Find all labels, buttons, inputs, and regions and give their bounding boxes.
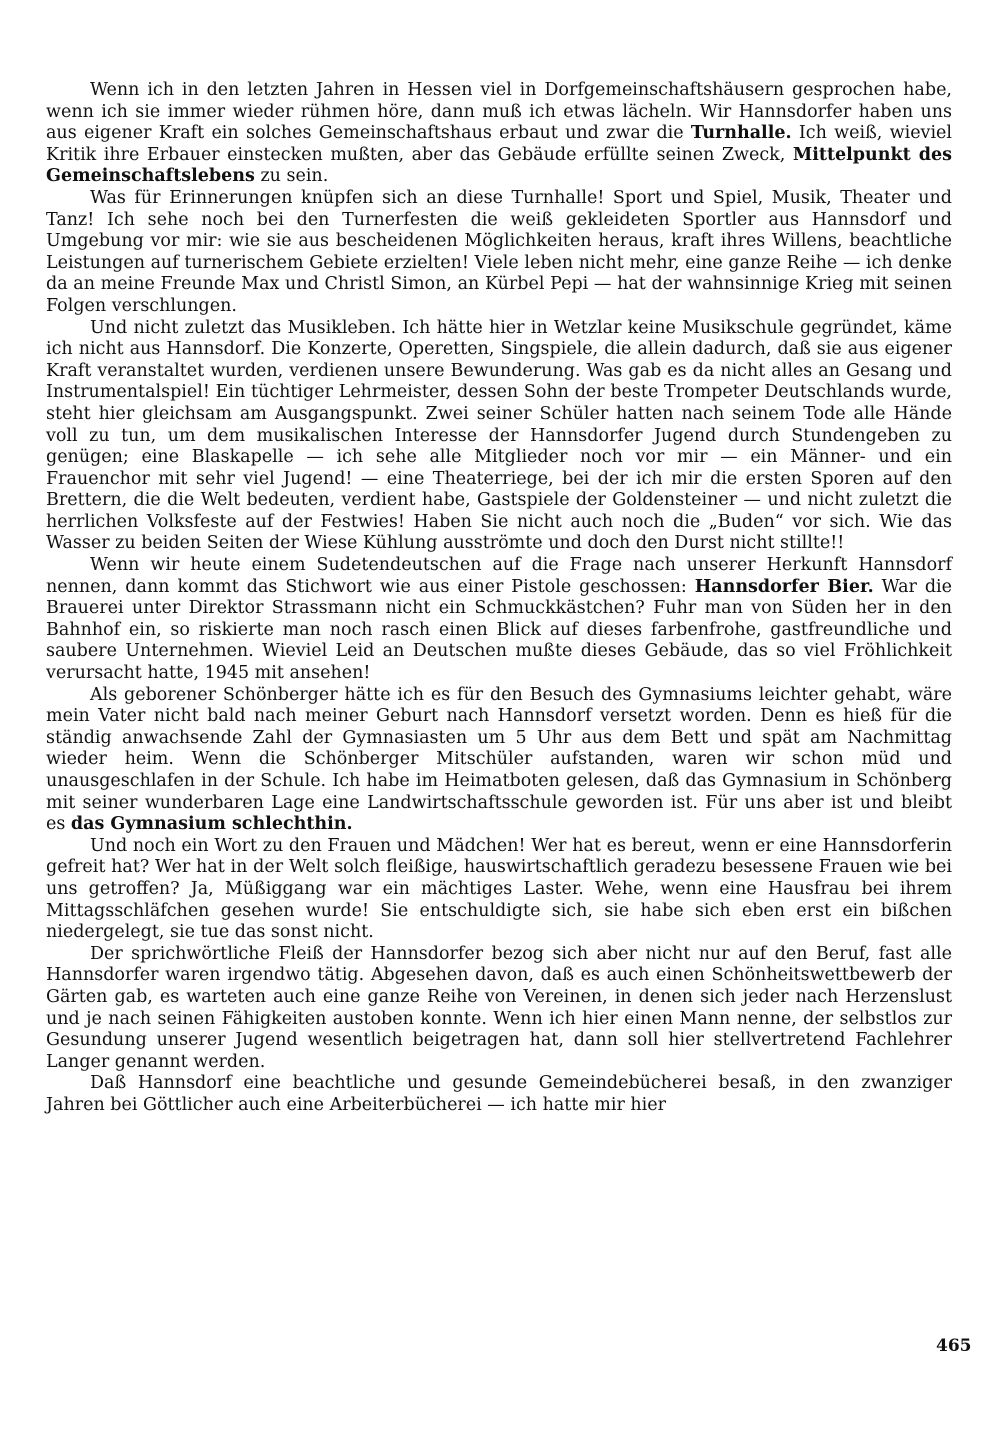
paragraph	[46, 685, 952, 836]
text-run: Und noch ein Wort zu den Frauen und Mädchen! Wer hat es bereut, wenn er eine Hannsdorferin gefreit hat? Wer hat in der Welt solch fleißige, hauswirtschaftlich geradezu besessene Frauen wie bei uns getroffen? Ja, Müßiggang war ein mächtiges Laster. Wehe, wenn eine Hausfrau bei ihrem Mittagsschläfchen gesehen wurde! Sie entschuldigte sich, sie habe sich eben erst ein bißchen niedergelegt, sie tue das sonst nicht.	[46, 835, 952, 943]
text-run: zu sein.	[254, 166, 329, 187]
paragraph	[46, 318, 952, 556]
text-run: Der sprichwörtliche Fleiß der Hannsdorfer bezog sich aber nicht nur auf den Beruf, fast alle Hannsdorfer waren irgendwo tätig. Abgesehen davon, daß es auch einen Schönheitswettbewerb der Gärten gab, es warteten auch eine ganze Reihe von Vereinen, in denen sich jeder nach Herzenslust und je nach seinen Fähigkeiten austoben konnte. Wenn ich hier einen Mann nenne, der selbstlos zur Gesundung unserer Jugend wesentlich beigetragen hat, dann soll hier stellvertretend Fachlehrer Langer genannt werden.	[46, 943, 952, 1072]
bold-text-run: Turnhalle.	[690, 123, 792, 144]
text-run: Ich weiß, wieviel Kritik ihre Erbauer einstecken mußten, aber das Gebäude erfüllte seinen Zweck,	[46, 123, 952, 165]
paragraph	[46, 188, 952, 318]
bold-text-run: das Gymnasium schlechthin.	[70, 814, 353, 835]
book-page-text	[46, 80, 952, 1117]
paragraph	[46, 944, 952, 1074]
bold-text-run: Hannsdorfer Bier.	[694, 576, 874, 597]
paragraph	[46, 555, 952, 685]
text-run: Wenn ich in den letzten Jahren in Hessen viel in Dorfgemeinschaftshäusern gesprochen habe, wenn ich sie immer wieder rühmen höre, dann muß ich etwas lächeln. Wir Hannsdorfer haben uns aus eigener Kraft ein solches Gemeinschaftshaus erbaut und zwar die	[46, 80, 952, 144]
bold-text-run: Mittelpunkt des Gemeinschaftslebens	[46, 144, 952, 187]
paragraph	[46, 1073, 952, 1116]
paragraph	[46, 80, 952, 188]
page-number: 465	[936, 1336, 972, 1356]
paragraph	[46, 836, 952, 944]
text-run: Wenn wir heute einem Sudetendeutschen auf die Frage nach unserer Herkunft Hannsdorf nennen, dann kommt das Stichwort wie aus einer Pistole geschossen:	[46, 555, 952, 597]
text-run: Als geborener Schönberger hätte ich es für den Besuch des Gymnasiums leichter gehabt, wäre mein Vater nicht bald nach meiner Geburt nach Hannsdorf versetzt worden. Denn es hieß für die ständig anwachsende Zahl der Gymnasiasten um 5 Uhr aus dem Bett und spät am Nachmittag wieder heim. Wenn die Schönberger Mitschüler aufstanden, waren wir schon müd und unausgeschlafen in der Schule. Ich habe im Heimatboten gelesen, daß das Gymnasium in Schönberg mit seiner wunderbaren Lage eine Landwirtschaftsschule geworden ist. Für uns aber ist und bleibt es	[46, 684, 952, 835]
text-run: Was für Erinnerungen knüpfen sich an diese Turnhalle! Sport und Spiel, Musik, Theater und Tanz! Ich sehe noch bei den Turnerfesten die weiß gekleideten Sportler aus Hannsdorf und Umgebung vor mir: wie sie aus bescheidenen Möglichkeiten heraus, kraft ihres Willens, beachtliche Leistungen auf turnerischem Gebiete erzielten! Viele leben nicht mehr, eine ganze Reihe — ich denke da an meine Freunde Max und Christl Simon, an Kürbel Pepi — hat der wahnsinnige Krieg mit seinen Folgen verschlungen.	[46, 187, 952, 316]
text-run: Und nicht zuletzt das Musikleben. Ich hätte hier in Wetzlar keine Musikschule gegründet, käme ich nicht aus Hannsdorf. Die Konzerte, Operetten, Singspiele, die allein dadurch, daß sie aus eigener Kraft veranstaltet wurden, verdienen unsere Bewunderung. Was gab es da nicht alles an Gesang und Instrumentalspiel! Ein tüchtiger Lehrmeister, dessen Sohn der beste Trompeter Deutschlands wurde, steht hier gleichsam am Ausgangspunkt. Zwei seiner Schüler hatten nach seinem Tode alle Hände voll zu tun, um dem musikalischen Interesse der Hannsdorfer Jugend durch Stundengeben zu genügen; eine Blaskapelle — ich sehe alle Mitglieder noch vor mir — ein Männer- und ein Frauenchor mit sehr viel Jugend! — eine Theaterriege, bei der ich mir die ersten Sporen auf den Brettern, die die Welt bedeuten, verdient habe, Gastspiele der Goldensteiner — und nicht zuletzt die herrlichen Volksfeste auf der Festwies! Haben Sie nicht auch noch die „Buden“ vor sich. Wie das Wasser zu beiden Seiten der Wiese Kühlung ausströmte und doch den Durst nicht stillte!!	[46, 317, 952, 554]
text-run: Daß Hannsdorf eine beachtliche und gesunde Gemeindebücherei besaß, in den zwanziger Jahren bei Göttlicher auch eine Arbeiterbücherei — ich hatte mir hier	[46, 1073, 952, 1115]
text-run: War die Brauerei unter Direktor Strassmann nicht ein Schmuckkästchen? Fuhr man von Süden her in den Bahnhof ein, so riskierte man noch rasch einen Blick auf dieses farbenfrohe, gastfreundliche und saubere Unternehmen. Wieviel Leid an Deutschen mußte dieses Gebäude, das so viel Fröhlichkeit verursacht hatte, 1945 mit ansehen!	[46, 576, 952, 684]
